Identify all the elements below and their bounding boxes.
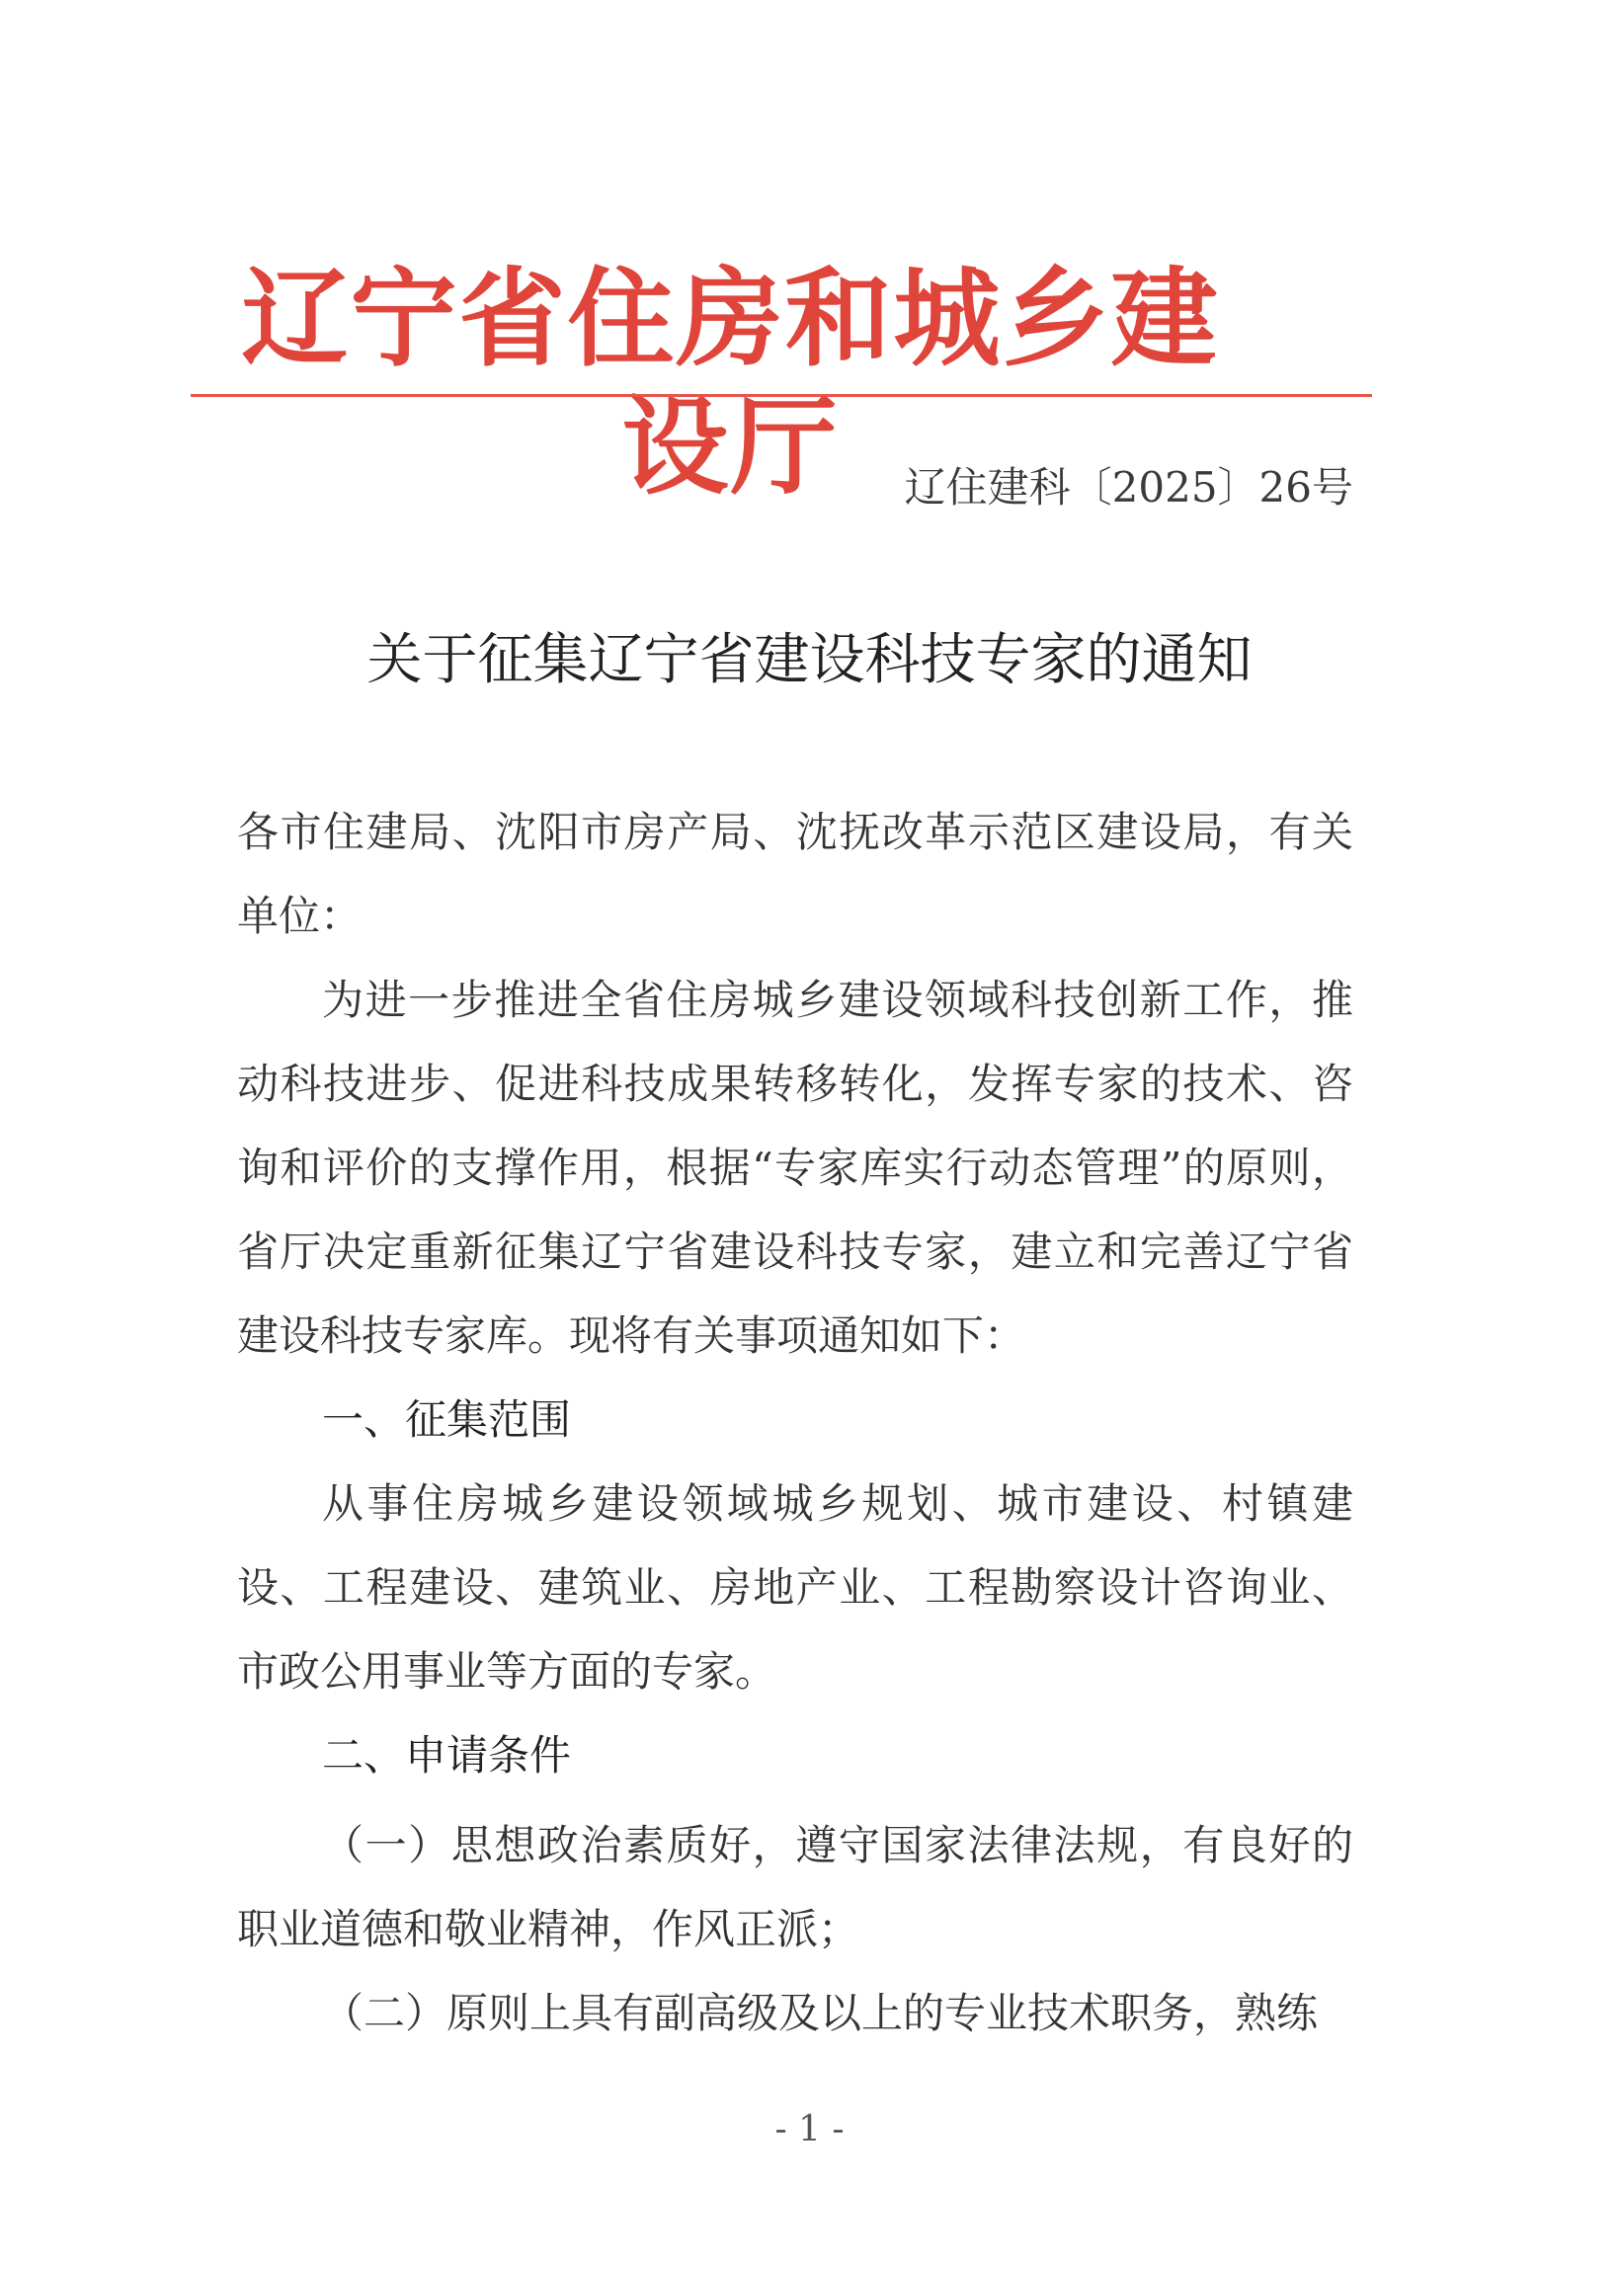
document-body	[237, 790, 1353, 2055]
section-heading-conditions: 二、申请条件	[322, 1731, 572, 1780]
salutation: 各市住建局、沈阳市房产局、沈抚改革示范区建设局，有关单位：	[237, 808, 1353, 940]
scope-paragraph: 从事住房城乡建设领域城乡规划、城市建设、村镇建设、工程建设、建筑业、房地产业、工程勘察设计咨询业、市政公用事业等方面的专家。	[237, 1479, 1353, 1696]
section-heading-scope: 一、征集范围	[322, 1395, 572, 1444]
condition-item-2: （二）原则上具有副高级及以上的专业技术职务，熟练	[322, 1989, 1319, 2037]
page-number: - 1 -	[774, 2109, 845, 2150]
condition-item-1: （一）思想政治素质好，遵守国家法律法规，有良好的职业道德和敬业精神，作风正派；	[237, 1821, 1353, 1953]
intro-paragraph: 为进一步推进全省住房城乡建设领域科技创新工作，推动科技进步、促进科技成果转移转化，发挥专家的技术、咨询和评价的支撑作用，根据“专家库实行动态管理”的原则，省厅决定重新征集辽宁省建设科技专家，建立和完善辽宁省建设科技专家库。现将有关事项通知如下：	[237, 976, 1353, 1360]
document-title: 关于征集辽宁省建设科技专家的通知	[366, 628, 1253, 692]
agency-masthead: 辽宁省住房和城乡建设厅	[241, 257, 1220, 510]
document-number: 辽住建科〔2025〕26号	[904, 463, 1353, 512]
red-divider-line	[191, 394, 1372, 397]
